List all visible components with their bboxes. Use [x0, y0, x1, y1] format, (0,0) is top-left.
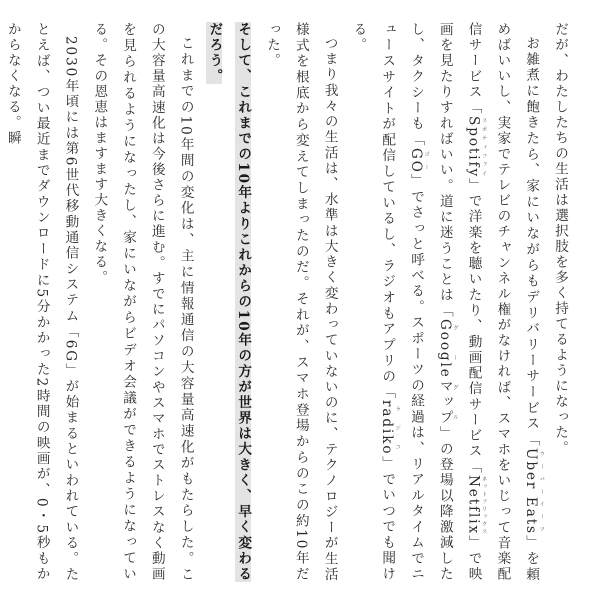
ruby-term [408, 147, 430, 174]
ruby-reading: ネットフリックス [480, 475, 487, 536]
text-run: お雑煮に飽きたら、家にいながらもデリバリーサービス「 [523, 35, 540, 448]
paragraph-5 [84, 22, 199, 582]
text-run: 」を頼めばいいし、実家でテレビのチャンネル権がなければ、スマホをいじって音楽配信サービス「 [465, 22, 540, 582]
text-run: これまでの10年間の変化は、主に情報通信の大容量高速化がもたらした。この大容量高速化は今後さらに進む。すでにパソコンやスマホでストレスなく動画を見られるようになったし、家にいながらビデオ会議ができるようになっている。その恩恵はますます大きくなる。 [91, 22, 194, 582]
ruby-reading: グーグル [451, 319, 458, 426]
ruby-reading: ラジコ [394, 400, 401, 456]
ruby-base: Googleマップ [436, 319, 453, 426]
text-run: 」の登場以降激減したし、タクシーも「 [408, 22, 453, 583]
text-run: だが、わたしたちの生活は選択肢を多く持てるようになった。 [552, 22, 568, 456]
paragraph-2 [344, 22, 546, 582]
text-run: つまり我々の生活は、水準は大きく変わっていないのに、テクノロジーが生活様式を根底から変えてしまったのだ。それが、スマホ登場からのこの約10年だった。 [264, 22, 338, 582]
vertical-text-body [0, 22, 574, 582]
paragraph-4 [200, 22, 258, 582]
text-run: 2030年頃には第6世代移動通信システム「6G」が始まるといわれている。たとえば、つい最近までダウンロードに5分かかった2時間の映画が、0・5秒もかからなくなる。瞬 [4, 22, 79, 582]
paragraph-6 [0, 22, 84, 582]
paragraph-3 [257, 22, 343, 582]
ruby-base: Spotify [465, 115, 482, 178]
highlighted-sentence: そして、これまでの10年よりこれからの10年の方が世界は大きく、早く変わるだろう。 [206, 22, 252, 582]
ruby-term [379, 400, 401, 456]
ruby-reading: スポティファイ [480, 115, 487, 178]
text-run: 」でいつでも聞ける。 [350, 22, 396, 583]
ruby-term [465, 115, 487, 178]
text-run: 」で映画を見たりすればいい。道に迷うことは「 [436, 22, 482, 583]
ruby-base: radiko [379, 400, 396, 456]
text-run: 」でさっと呼べる。スポーツの経過は、リアルタイムでニュースサイトが配信しているし、ラジオもアプリの「 [379, 22, 425, 583]
ruby-term [436, 319, 458, 426]
ruby-base: Uber Eats [523, 447, 540, 535]
ruby-reading: ゴー [423, 147, 430, 174]
ruby-reading: ウーバーイーツ [538, 447, 545, 535]
ruby-base: GO [408, 147, 425, 174]
ruby-term [465, 475, 487, 536]
text-run: 」で洋楽を聴いたり、動画配信サービス「 [465, 177, 482, 476]
ruby-base: Netflix [465, 475, 482, 536]
paragraph-1 [545, 22, 574, 582]
ruby-term [523, 447, 545, 535]
